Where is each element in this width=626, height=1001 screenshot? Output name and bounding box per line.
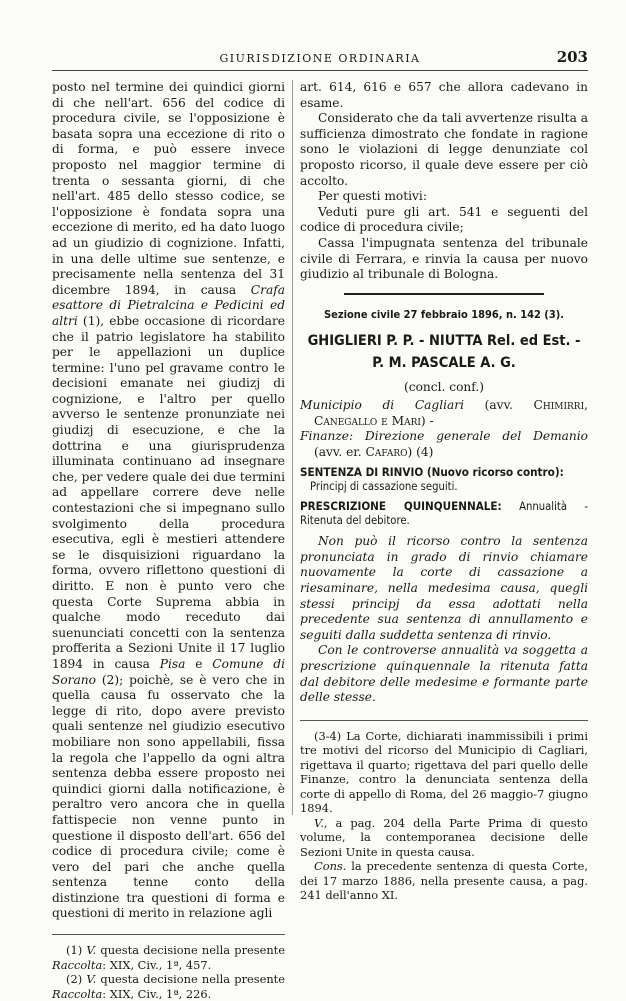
running-title: GIURISDIZIONE ORDINARIA — [219, 52, 421, 65]
footnote-3-4: (3-4) La Corte, dichiarati inammissibili i primi tre motivi del ricorso del Municipio di Cagliari, rigettava il quarto; rigettava del pari quello delle Finanze, contro la denunciata sentenza della corte di appello di Roma, del 26 maggio-7 giugno 1894. — [300, 728, 588, 816]
text-run: e — [185, 656, 213, 671]
text-run: Cons. — [314, 859, 347, 874]
decision-separator — [344, 293, 544, 295]
right-column — [300, 80, 588, 903]
section-heading: Sezione civile 27 febbraio 1896, n. 142 (3). — [323, 307, 564, 321]
headnote-1: Non può il ricorso contro la sentenza pronunciata in grado di rinvio chiamare nuovamente la corte di cassazione a riesaminare, nella medesima causa, quegli stessi principj da essa adottati nella precedente sua sentenza di annullamento e seguiti dalla suddetta sentenza di rinvio. — [300, 534, 588, 642]
text-run: Annualità - Ritenuta del debitore. — [300, 500, 588, 528]
running-header — [52, 48, 588, 71]
judges-line-2: P. M. PASCALE A. G. — [372, 355, 516, 372]
text-run: (avv. er. — [314, 444, 366, 459]
text-run: V. — [86, 972, 97, 987]
considerato-paragraph: Considerato che da tali avvertenze risulta a sufficienza dimostrato che fondate in ragione sono le violazioni di legge denunziate col proposto ricorso, il quale deve essere per ciò accolto. — [300, 111, 588, 188]
text-run: (1) — [66, 943, 87, 958]
text-run: (1), ebbe occasione di ricordare che il patrio legislatore ha stabilito per le appellazioni un duplice termine: l'uno pel gravame contro le decisioni emanate nei giudizj di cognizione, e l'altro per quello avverso le sentenze pronunziate nei giudizj di esecuzione, e che la dottrina e una giurisprudenza illuminata continuano ad insegnare che, per vedere quale dei due termini ad appellare correre deve nelle contestazioni che si impegnano sullo svolgimento della procedura esecutiva, egli è mestieri attendere se le disquisizioni riguardano la forma, ovvero riflettono questioni di diritto. E non è punto vero che questa Corte Suprema abbia in qualche modo receduto dai suenunciati concetti con la sentenza profferita a Sezioni Unite il 17 luglio 1894 in causa — [52, 313, 285, 671]
text-run: PRESCRIZIONE QUINQUENNALE: — [300, 499, 502, 514]
case-name: Pisa — [159, 656, 186, 671]
footnote-2 — [52, 972, 285, 1001]
text-run: Cafaro — [365, 444, 408, 459]
text-run: Principj di cassazione seguiti. — [310, 480, 458, 494]
text-run: Raccolta — [52, 986, 103, 1001]
text-run: questa decisione nella presente — [96, 972, 285, 987]
cassa-paragraph: Cassa l'impugnata sentenza del tribunale civile di Ferrara, e rinvia la causa per nuovo giudizio al tribunale di Bologna. — [300, 235, 588, 282]
continued-paragraph: art. 614, 616 e 657 che allora cadevano in esame. — [300, 80, 588, 110]
text-run: SENTENZA DI RINVIO (Nuovo ricorso contro): — [300, 465, 564, 480]
text-run: : XIX, Civ., 1ª, 226. — [102, 986, 212, 1001]
text-run: (2) — [66, 972, 87, 987]
text-run: ) - — [420, 413, 434, 428]
text-run: ) (4) — [407, 444, 434, 459]
left-column — [52, 80, 285, 1001]
text-run: posto nel termine dei quindici giorni di che nell'art. 656 del codice di procedura civile, se l'opposizione è basata sopra una eccezione di rito o di forma, e può essere invece proposto nel maggior termine di trenta o sessanta giorni, di che nell'art. 485 dello stesso codice, se l'opposizione è fondata sopra una eccezione di merito, ed ha dato luogo ad un giudizio di cognizione. Infatti, in una delle ultime sue sentenze, e precisamente nella sentenza del 31 dicembre 1894, in causa — [52, 80, 285, 297]
footnote-rule — [52, 934, 285, 935]
page-number: 203 — [556, 48, 588, 66]
text-run: Municipio di Cagliari — [300, 397, 465, 412]
left-body-paragraph — [52, 80, 285, 922]
text-run: la precedente sentenza di questa Corte, dei 17 marzo 1886, nella presente causa, a pag. 241 dell'anno XI. — [300, 859, 588, 903]
judges-line-1: GHIGLIERI P. P. - NIUTTA Rel. ed Est. - — [307, 333, 581, 350]
footnote-1 — [52, 943, 285, 972]
text-run: Finanze: Direzione generale del Demanio — [300, 429, 588, 444]
text-run: V. — [314, 815, 324, 830]
case-name: Comune di Sorano — [52, 656, 285, 687]
text-run: V. — [86, 943, 97, 958]
text-run: Raccolta — [52, 957, 103, 972]
footnote-rule — [300, 720, 588, 721]
party-respondent — [300, 429, 588, 460]
text-run: , a pag. 204 della Parte Prima di questo volume, la contemporanea decisione delle Sezioni Unite in questa causa. — [300, 815, 588, 859]
footnote-see — [300, 816, 588, 860]
subject-heading-1 — [300, 465, 588, 494]
case-name: Crafa esattore di Pietralcina e Pedicini ed altri — [52, 282, 285, 328]
text-run: : XIX, Civ., 1ª, 457. — [102, 957, 212, 972]
text-run: (2); poichè, se è vero che in quella causa fu osservato che la legge di rito, dopo avere previsto quali sentenze nel giudizio esecutivo mobiliare non sono appellabili, fissa la regola che l'appello da ogni altra sentenza debba essere proposto nei quindici giorni dalla notificazione, è peraltro vero ancora che in quella fattispecie non venne punto in questione il disposto dell'art. 656 del codice di procedura civile; come è vero del pari che anche quella sentenza tenne conto della distinzione tra questioni di forma e questioni di merito in relazione agli — [52, 672, 285, 921]
motivi-paragraph: Per questi motivi: — [318, 189, 427, 204]
subject-heading-2 — [300, 499, 588, 528]
text-run: (avv. — [464, 397, 534, 412]
footnote-cons — [300, 859, 588, 903]
text-run: Chimirri, Canegallo e Mari — [314, 397, 589, 428]
conclusions-note: (concl. conf.) — [404, 380, 484, 395]
headnote-2: Con le controverse annualità va soggetta a prescrizione quinquennale la ritenuta fatta dal debitore delle medesime e formante parte delle stesse. — [300, 643, 588, 705]
text-run: questa decisione nella presente — [96, 943, 285, 958]
visti-paragraph: Veduti pure gli art. 541 e seguenti del codice di procedura civile; — [300, 204, 588, 235]
party-appellant — [300, 398, 588, 429]
column-divider — [292, 80, 293, 815]
